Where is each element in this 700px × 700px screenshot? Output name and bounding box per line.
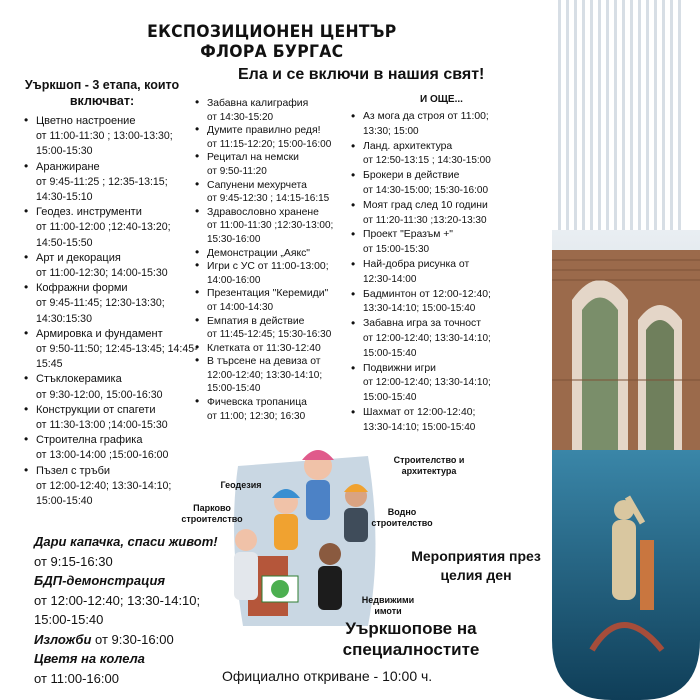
list-item [22, 403, 200, 433]
list-item [193, 124, 343, 151]
slogan: Ела и се включи в нашия свят! [238, 66, 485, 83]
list-item [349, 258, 509, 288]
item-time: от 11:30-13:00 ;14:00-15:30 [36, 419, 168, 432]
list-item [22, 372, 200, 402]
list-item [193, 151, 343, 178]
list-item [349, 199, 509, 229]
item-name: • Фичевска тропаница [207, 397, 307, 409]
activities-list [193, 97, 343, 423]
item-name: • Думите правилно редя! [207, 125, 321, 137]
list-item [22, 327, 200, 373]
list-item [193, 287, 343, 314]
list-item [22, 114, 200, 160]
all-day-events-title: Мероприятия през целия ден [411, 548, 541, 583]
item-time: от 11:00-12:00 ;12:40-13:20; 14:50-15:50 [36, 221, 171, 249]
item-name: • Брокери в действие [363, 170, 460, 182]
event-title: Дари капачка, спаси живот! [34, 534, 218, 549]
item-time: от 12:00-12:40; 13:30-14:10; 15:00-15:40 [36, 479, 172, 508]
item-time: от 11:00; 12:30; 16:30 [207, 410, 306, 422]
list-item [349, 362, 509, 406]
item-time: от 15:00-15:30 [363, 244, 430, 256]
item-time: 13:30-14:10; 15:00-15:40 [363, 303, 476, 315]
item-name: • Аз мога да строя от 11:00; [363, 111, 489, 122]
item-time: 12:00-12:40; 13:30-14:10; 15:00-15:40 [207, 369, 323, 395]
list-item [193, 396, 343, 423]
list-item [349, 406, 509, 436]
item-time: от 9:45-12:30 ; 14:15-16:15 [207, 193, 330, 205]
item-time: от 11:15-12:20; 15:00-16:00 [207, 138, 332, 150]
item-time: от 14:30-15:00; 15:30-16:00 [363, 184, 489, 196]
item-time: от 9:50-11:20 [207, 165, 267, 177]
list-item [193, 342, 343, 356]
item-time: 14:00-16:00 [207, 274, 261, 286]
list-item [193, 179, 343, 206]
item-time: от 12:00-12:40; 13:30-14:10; 15:00-15:40 [363, 332, 491, 359]
item-name: • Моят град след 10 години [363, 199, 488, 211]
list-item [349, 169, 509, 199]
list-item [22, 464, 200, 510]
workshop-list [22, 114, 200, 509]
item-name: • Клетката от 11:30-12:40 [207, 342, 321, 354]
item-time: 12:30-14:00 [363, 273, 417, 285]
list-item [193, 97, 343, 124]
list-item [22, 251, 200, 281]
label-geodesy: Геодезия [220, 480, 262, 490]
item-name: • Игри с УС от 11:00-13:00; [207, 261, 329, 273]
item-name: • Рецитал на немски [207, 152, 299, 164]
item-time: от 14:00-14:30 [207, 301, 274, 313]
event-item [34, 532, 224, 571]
official-opening: Официално откриване - 10:00 ч. [222, 668, 433, 684]
item-name: • Цветно настроение [36, 115, 136, 127]
event-item [34, 630, 224, 650]
item-time: от 11:45-12:45; 15:30-16:30 [207, 329, 332, 341]
item-name: • Подвижни игри [363, 362, 436, 374]
more-activities-list [349, 110, 509, 436]
event-title: Изложби [34, 631, 92, 647]
list-item [349, 140, 509, 170]
list-item [349, 110, 509, 140]
item-name: • Пъзел с тръби [36, 464, 111, 477]
list-item [349, 228, 509, 258]
event-item [34, 649, 224, 688]
specialties-workshops-title: Уъркшопове на специалностите [342, 619, 480, 659]
list-item [22, 205, 200, 251]
event-item [34, 571, 224, 630]
list-item [193, 260, 343, 287]
item-time: от 11:00-11:30 ; 13:00-13:30; 15:00-15:30 [36, 130, 173, 158]
item-name: • Арт и декорация [36, 251, 121, 264]
item-time: от 9:45-11:25 ; 12:35-13:15; 14:30-15:10 [36, 175, 168, 204]
list-item [193, 355, 343, 396]
item-time: от 9:45-11:45; 12:30-13:30; 14:30:15:30 [36, 297, 165, 325]
item-name: • Презентация "Керемиди" [207, 288, 329, 300]
list-item [22, 160, 200, 206]
item-name: • Армировка и фундамент [36, 327, 163, 340]
list-item [349, 317, 509, 361]
item-name: • Проект "Еразъм +" [363, 229, 453, 241]
list-item [193, 315, 343, 342]
item-name: • Забавна калиграфия [207, 98, 309, 109]
event-title: БДП-демонстрация [34, 573, 166, 588]
event-time: от 9:15-16:30 [34, 553, 113, 569]
item-name: • Бадминтон от 12:00-12:40; [363, 288, 491, 300]
item-time: от 11:20-11:30 ;13:20-13:30 [363, 214, 487, 226]
list-item [22, 281, 200, 327]
item-time: от 14:30-15:20 [207, 111, 274, 123]
item-name: • Най-добра рисунка от [363, 258, 470, 270]
item-name: • В търсене на девиза от [207, 356, 321, 368]
item-name: • Сапунени мехурчета [207, 179, 307, 191]
item-name: • Строителна графика [36, 434, 143, 447]
item-time: от 13:00-14:00 ;15:00-16:00 [36, 449, 169, 462]
item-name: • Геодез. инструменти [36, 206, 142, 219]
decorative-architecture-art [552, 0, 700, 700]
item-time: 13:30; 15:00 [363, 125, 419, 137]
item-name: • Стъклокерамика [36, 373, 122, 386]
item-time: от 9:30-12:00, 15:00-16:30 [36, 388, 163, 401]
event-time: от 12:00-12:40; 13:30-14:10; 15:00-15:40 [34, 592, 201, 627]
item-name: • Кофражни форми [36, 282, 128, 295]
list-item [193, 247, 343, 261]
event-time: от 9:30-16:00 [95, 631, 174, 647]
list-item [193, 206, 343, 247]
item-time: от 11:00-11:30 ;12:30-13:00; 15:30-16:00 [207, 220, 334, 245]
item-name: • Шахмат от 12:00-12:40; [363, 406, 476, 418]
label-real-estate: Недвижими имоти [361, 595, 415, 616]
item-name: • Емпатия в действие [207, 315, 305, 327]
extra-events [34, 532, 224, 688]
item-time: от 12:50-13:15 ; 14:30-15:00 [363, 155, 491, 167]
item-name: • Аранжиране [36, 160, 100, 173]
item-name: • Демонстрации „Аякс" [207, 247, 310, 259]
item-time: от 12:00-12:40; 13:30-14:10; 15:00-15:40 [363, 377, 491, 404]
page-title: ЕКСПОЗИЦИОНЕН ЦЕНТЪР ФЛОРА БУРГАС [147, 22, 397, 62]
list-item [349, 288, 509, 318]
item-name: • Ланд. архитектура [363, 140, 453, 152]
item-time: от 11:00-12:30; 14:00-15:30 [36, 267, 168, 280]
item-name: • Забавна игра за точност [363, 318, 482, 330]
event-time: от 11:00-16:00 [34, 670, 119, 686]
event-title: Цветя на колела [34, 651, 145, 666]
label-park-construction: Парково строителство [181, 503, 243, 524]
item-time: от 9:50-11:50; 12:45-13:45; 14:45-15:45 [36, 343, 198, 371]
item-time: 13:30-14:10; 15:00-15:40 [363, 421, 476, 433]
label-water-construction: Водно строителство [371, 507, 433, 528]
workshop-heading: Уъркшоп - 3 етапа, които включват: [24, 78, 180, 108]
list-item [22, 433, 200, 463]
item-name: • Конструкции от спагети [36, 403, 156, 416]
label-construction-architecture: Строителство и архитектура [393, 455, 465, 476]
and-more-label: И ОЩЕ... [420, 94, 463, 105]
item-name: • Здравословно хранене [207, 206, 319, 218]
